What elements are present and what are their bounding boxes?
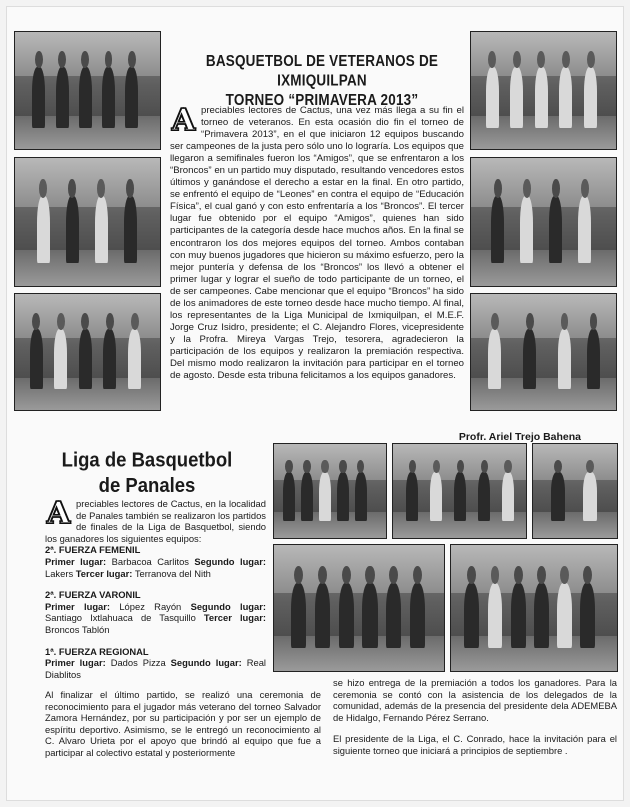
results-varonil <box>45 589 266 635</box>
article2-closing-right-p1: se hizo entrega de la premiación a todos los ganadores. Para la ceremonia se contó con la asistencia de los delegados de la comunidad, además de la presencia del presidente dela ADEMEBA de Hidalgo, Fernando Pérez Serrano. <box>333 677 617 723</box>
article2-closing-left: Al finalizar el último partido, se realizó una ceremonia de reconocimiento para el jugador más veterano del torneo Salvador Zamora Hernández, por su participación y por ser un ejemplo de espíritu deportivo. Asimismo, se le entregó un reconocimiento al C. Alvaro Urieta por el apoyo que brindó al equipo que fue a participar al colectivo estatal y posteriormente <box>45 689 321 758</box>
article1-title <box>173 51 471 110</box>
panales-award-photo-3 <box>532 443 618 539</box>
article2-dropcap: A <box>46 496 71 531</box>
article2-closing-right <box>333 677 617 757</box>
second-place-label: Segundo lugar: <box>190 600 267 612</box>
award-photo-right-2 <box>470 157 617 287</box>
first-place-label: Primer lugar: <box>45 555 107 567</box>
award-photo-left-2 <box>14 157 161 287</box>
third-place-team: Broncos Tablón <box>45 623 110 635</box>
team-photo-left-3 <box>14 293 161 411</box>
panales-ceremony-photo-2 <box>392 443 527 539</box>
panales-women-team-photo-5 <box>450 544 618 672</box>
team-photo-left-1 <box>14 31 161 150</box>
third-place-label: Tercer lugar: <box>75 567 133 579</box>
first-place-team: Barbacoa Carlitos <box>111 555 189 567</box>
first-place-label: Primer lugar: <box>45 600 111 612</box>
first-place-team: Dados Pizza <box>110 657 166 669</box>
second-place-team: Real Diablitos <box>45 657 267 680</box>
article1-dropcap: A <box>171 103 196 138</box>
article1-body-text: preciables lectores de Cactus, una vez más llega a su fin el torneo de veteranos. En esta ocasión dio fin el torneo de “Primavera 2013”, en el que iniciaron 12 equipos buscando ser campeones de la justa pero sólo uno lo lograría. Los equipos que llegaron a semifinales fueron los “Amigos”, que se enfrentaron a los “Broncos” en un partido muy disputado, resultando vencedores estos últimos y ganándose el derecho a estar en la final. En otro partido, se enfrentó el equipo de “Leones” en contra el equipo de “Educación Física”, el cual ganó y con esto enfrentaría a los “Broncos”. El tercer lugar fue obtenido por el equipo “Amigos”, quienes han sido participantes de la categoría desde hace muchos años. En la final se encontraron los dos mejores equipos del torneo. Ambos contaban con muy buenos jugadores que hicieron su máximo esfuerzo, pero la mejor puntería y defensa de los “Broncos” los llevó a obtener el primer lugar y lograr el sueño de todo participante de un torneo, el de ser campeones. Cabe mencionar que el equipo “Broncos” ha sido de los animadores de este torneo desde hace mucho tiempo. Al final, los representantes de la Liga Municipal de Ixmiquilpan, el M.E.F. Jorge Cruz Isidro, presidente; el C. Alejandro Flores, vicepresidente y la Profra. Mireya Vargas Trejo, tesorera, agradecieron la participación de los equipos y realizaron la premiación respectiva. Del mismo modo realizaron la invitación para participar en el torneo de agosto. Desde esta tribuna felicitamos a los equipos ganadores. <box>170 105 464 382</box>
second-place-team: Lakers <box>45 567 74 579</box>
article2-intro: preciables lectores de Cactus, en la localidad de Panales también se realizaron los partidos de finales de la Liga de Basquetbol, siendo los ganadores los siguientes equipos: <box>45 498 266 544</box>
award-photo-right-3 <box>470 293 617 411</box>
article1-body <box>170 105 464 382</box>
first-place-label: Primer lugar: <box>45 657 106 669</box>
category-heading: 1ª. FUERZA REGIONAL <box>45 645 149 657</box>
third-place-label: Tercer lugar: <box>203 612 266 624</box>
results-regional <box>45 646 266 681</box>
results-femenil <box>45 544 266 579</box>
article1-title-line2: TORNEO “PRIMAVERA 2013” <box>225 91 419 109</box>
magazine-page <box>6 6 624 801</box>
category-heading: 2ª. FUERZA FEMENIL <box>45 544 141 556</box>
article2-title <box>47 447 247 498</box>
panales-women-team-photo-4 <box>273 544 445 672</box>
article2-body <box>45 498 266 680</box>
article1-title-line1: BASQUETBOL DE VETERANOS DE IXMIQUILPAN <box>205 52 439 90</box>
second-place-team: Santiago Ixtlahuaca de Tasquillo <box>45 612 196 624</box>
third-place-team: Terranova del Nith <box>134 567 211 579</box>
team-photo-right-1 <box>470 31 617 150</box>
first-place-team: López Rayón <box>119 600 182 612</box>
category-heading: 2ª. FUERZA VARONIL <box>45 589 141 601</box>
second-place-label: Segundo lugar: <box>194 555 267 567</box>
panales-team-photo-1 <box>273 443 387 539</box>
second-place-label: Segundo lugar: <box>170 657 242 669</box>
article2-title-line2: de Panales <box>98 473 196 497</box>
article2-title-line1: Liga de Basquetbol <box>61 447 233 471</box>
article2-closing-right-p2: El presidente de la Liga, el C. Conrado, hace la invitación para el siguiente torneo que iniciará a principios de septiembre . <box>333 733 617 756</box>
article1-author: Profr. Ariel Trejo Bahena <box>458 431 581 443</box>
